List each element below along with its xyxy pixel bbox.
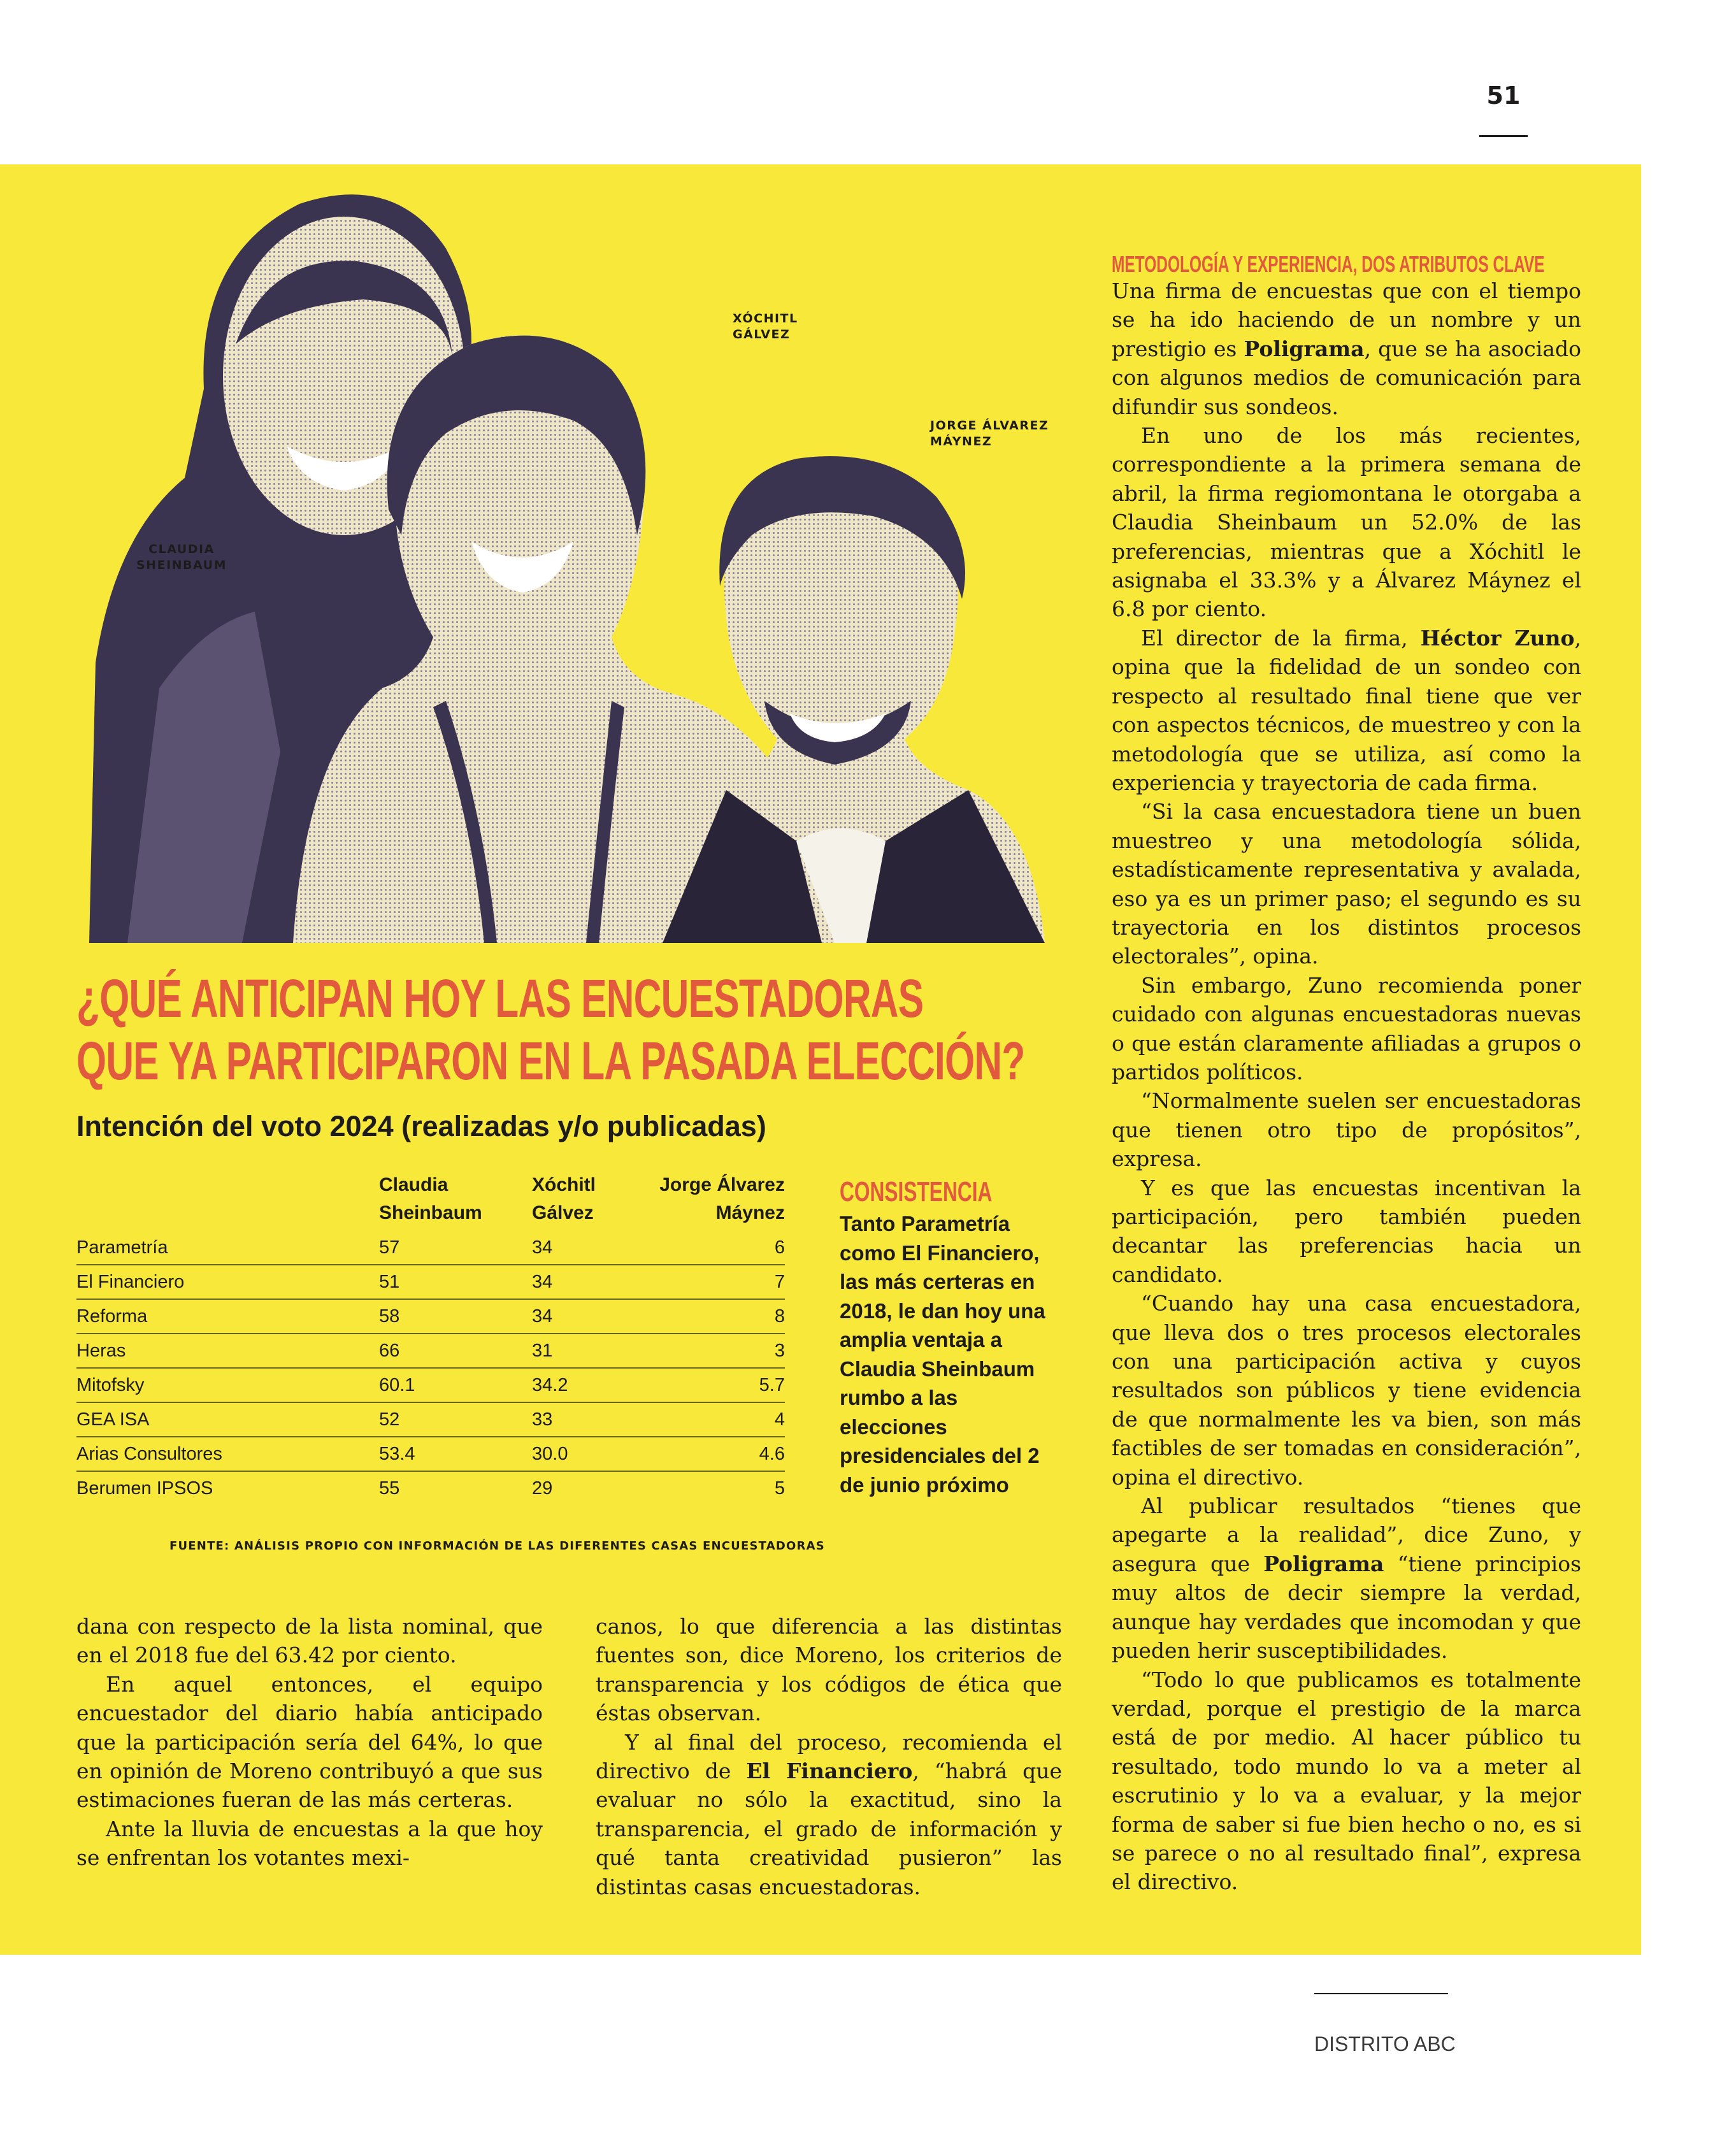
pollster-cell: Mitofsky — [76, 1368, 379, 1402]
paragraph: canos, lo que diferencia a las distintas fuentes son, dice Moreno, los criterios de transparencia y los códigos de ética que éstas observan. — [596, 1614, 1062, 1726]
paragraph: Y es que las encuestas incentivan la participación, pero también pueden decantar las preferencias hacia un candidato. — [1112, 1175, 1581, 1287]
header-maynez: Jorge Álvarez Máynez — [659, 1174, 785, 1223]
pollster-cell: GEA ISA — [76, 1402, 379, 1437]
headline — [76, 967, 1025, 1092]
paragraph: Una firma de encuestas que con el tiempo se ha ido haciendo de un nombre y un prestigio es Poligrama, que se ha asociado con algunos medios de comunicación para difundir sus sondeos. — [1112, 278, 1581, 419]
value-cell: 58 — [379, 1299, 532, 1334]
footer-publication: DISTRITO ABC — [1314, 2032, 1456, 2055]
paragraph: “Si la casa encuestadora tiene un buen muestreo y una metodología sólida, estadísticamente representativa y avalada, eso ya es un primer paso; el segundo es su trayectoria en los distintos procesos electorales”, opina. — [1112, 799, 1581, 969]
value-cell: 4 — [647, 1402, 785, 1437]
table-subtitle: Intención del voto 2024 (realizadas y/o publicadas) — [76, 1110, 766, 1142]
label-galvez: XÓCHITL GÁLVEZ — [733, 312, 798, 342]
value-cell: 66 — [379, 1334, 532, 1368]
poll-table — [76, 1171, 785, 1505]
body-column-right — [1112, 250, 1581, 1897]
table-row — [76, 1437, 785, 1471]
paragraph: Al publicar resultados “tienes que apegarte a la realidad”, dice Zuno, y asegura que Poligrama “tiene principios muy altos de decir siempre la verdad, aunque hay verdades que incomodan y que pueden herir susceptibilidades. — [1112, 1493, 1581, 1664]
table-row — [76, 1368, 785, 1402]
value-cell: 7 — [647, 1265, 785, 1299]
pollster-cell: Arias Consultores — [76, 1437, 379, 1471]
value-cell: 60.1 — [379, 1368, 532, 1402]
paragraph: “Todo lo que publicamos es totalmente verdad, porque el prestigio de la marca está de por medio. Al hacer público tu resultado, todo mundo lo va a meter al escrutinio y lo va a evaluar, y la mejor forma de saber si fue bien hecho o no, es si se parece o no al resultado final”, expresa el directivo. — [1112, 1667, 1581, 1895]
value-cell: 51 — [379, 1265, 532, 1299]
paragraph: Sin embargo, Zuno recomienda poner cuidado con algunas encuestadoras nuevas o que están claramente afiliadas a grupos o partidos políticos. — [1112, 972, 1581, 1084]
value-cell: 52 — [379, 1402, 532, 1437]
header-galvez: Xóchitl Gálvez — [532, 1174, 596, 1223]
paragraph: “Normalmente suelen ser encuestadoras que tienen otro tipo de propósitos”, expresa. — [1112, 1088, 1581, 1172]
paragraph: Y al final del proceso, recomienda el directivo de El Financiero, “habrá que evaluar no sólo la exactitud, sino la transparencia, el grado de información y qué tanta creatividad pusieron” las distintas casas encuestadoras. — [596, 1729, 1062, 1899]
label-maynez: JORGE ÁLVAREZ MÁYNEZ — [930, 419, 1049, 449]
footer-rule — [1314, 1993, 1448, 1994]
consistencia-text: Tanto Parametría como El Financiero, las más certeras en 2018, le dan hoy una amplia ventaja a Claudia Sheinbaum rumbo a las elecciones presidenciales del 2 de junio próximo — [840, 1212, 1045, 1497]
paragraph: En aquel entonces, el equipo encuestador del diario había anticipado que la participación sería del 64%, lo que en opinión de Moreno contribuyó a que sus estimaciones fueran de las más certeras. — [76, 1671, 543, 1813]
paragraph: Ante la lluvia de encuestas a la que hoy se enfrentan los votantes mexi- — [76, 1816, 543, 1871]
header-pollster — [76, 1171, 379, 1231]
pollster-cell: Berumen IPSOS — [76, 1478, 213, 1499]
value-cell: 57 — [379, 1231, 532, 1265]
value-cell: 30.0 — [532, 1437, 647, 1471]
page-number: 51 — [1486, 82, 1521, 110]
paragraph: En uno de los más recientes, correspondiente a la primera semana de abril, la firma regiomontana le otorgaba a Claudia Sheinbaum un 52.0% de las preferencias, mientras que a Xóchitl le asignaba el 33.3% y a Álvarez Máynez el 6.8 por ciento. — [1112, 423, 1581, 622]
consistencia-title: CONSISTENCIA — [840, 1176, 993, 1207]
value-cell: 55 — [379, 1478, 400, 1499]
pollster-cell: El Financiero — [76, 1265, 379, 1299]
paragraph: dana con respecto de la lista nominal, que en el 2018 fue del 63.42 por ciento. — [76, 1614, 543, 1668]
value-cell: 6 — [647, 1231, 785, 1265]
value-cell: 5.7 — [647, 1368, 785, 1402]
table-row — [76, 1334, 785, 1368]
value-cell: 3 — [647, 1334, 785, 1368]
value-cell: 33 — [532, 1402, 647, 1437]
paragraph: El director de la firma, Héctor Zuno, opina que la fidelidad de un sondeo con respecto al resultado final tiene que ver con aspectos técnicos, de muestreo y con la metodología que se utiliza, así como la experiencia y trayectoria de cada firma. — [1112, 625, 1581, 795]
page-number-rule — [1479, 135, 1528, 137]
headline-line-1: ¿QUÉ ANTICIPAN HOY LAS ENCUESTADORAS — [76, 968, 924, 1028]
table-row — [76, 1471, 785, 1505]
value-cell: 29 — [532, 1478, 553, 1499]
table-row — [76, 1402, 785, 1437]
body-column-middle — [596, 1612, 1062, 1901]
value-cell: 34 — [532, 1299, 647, 1334]
pollster-cell: Parametría — [76, 1231, 379, 1265]
headline-line-2: QUE YA PARTICIPARON EN LA PASADA ELECCIÓN? — [76, 1031, 1025, 1091]
pollster-cell: Heras — [76, 1334, 379, 1368]
table-header-row — [76, 1171, 785, 1231]
value-cell: 5 — [774, 1478, 785, 1499]
value-cell: 34 — [532, 1265, 647, 1299]
value-cell: 53.4 — [379, 1437, 532, 1471]
table-row — [76, 1265, 785, 1299]
section-title: METODOLOGÍA Y EXPERIENCIA, DOS ATRIBUTOS CLAVE — [1112, 251, 1545, 277]
table-source: FUENTE: ANÁLISIS PROPIO CON INFORMACIÓN DE LAS DIFERENTES CASAS ENCUESTADORAS — [169, 1539, 825, 1553]
value-cell: 34.2 — [532, 1368, 647, 1402]
value-cell: 34 — [532, 1231, 647, 1265]
value-cell: 4.6 — [647, 1437, 785, 1471]
table-row — [76, 1231, 785, 1265]
table-row — [76, 1299, 785, 1334]
pollster-cell: Reforma — [76, 1299, 379, 1334]
value-cell: 8 — [647, 1299, 785, 1334]
body-column-left — [76, 1612, 543, 1873]
paragraph: “Cuando hay una casa encuestadora, que lleva dos o tres procesos electorales con una participación activa y cuyos resultados son públicos y tiene evidencia de que normalmente les va bien, son más factibles de ser tomadas en consideración”, opina el directivo. — [1112, 1291, 1581, 1490]
maynez-photo — [663, 456, 1045, 943]
header-sheinbaum: Claudia Sheinbaum — [379, 1174, 482, 1223]
value-cell: 31 — [532, 1334, 647, 1368]
label-sheinbaum: CLAUDIA SHEINBAUM — [136, 542, 227, 572]
